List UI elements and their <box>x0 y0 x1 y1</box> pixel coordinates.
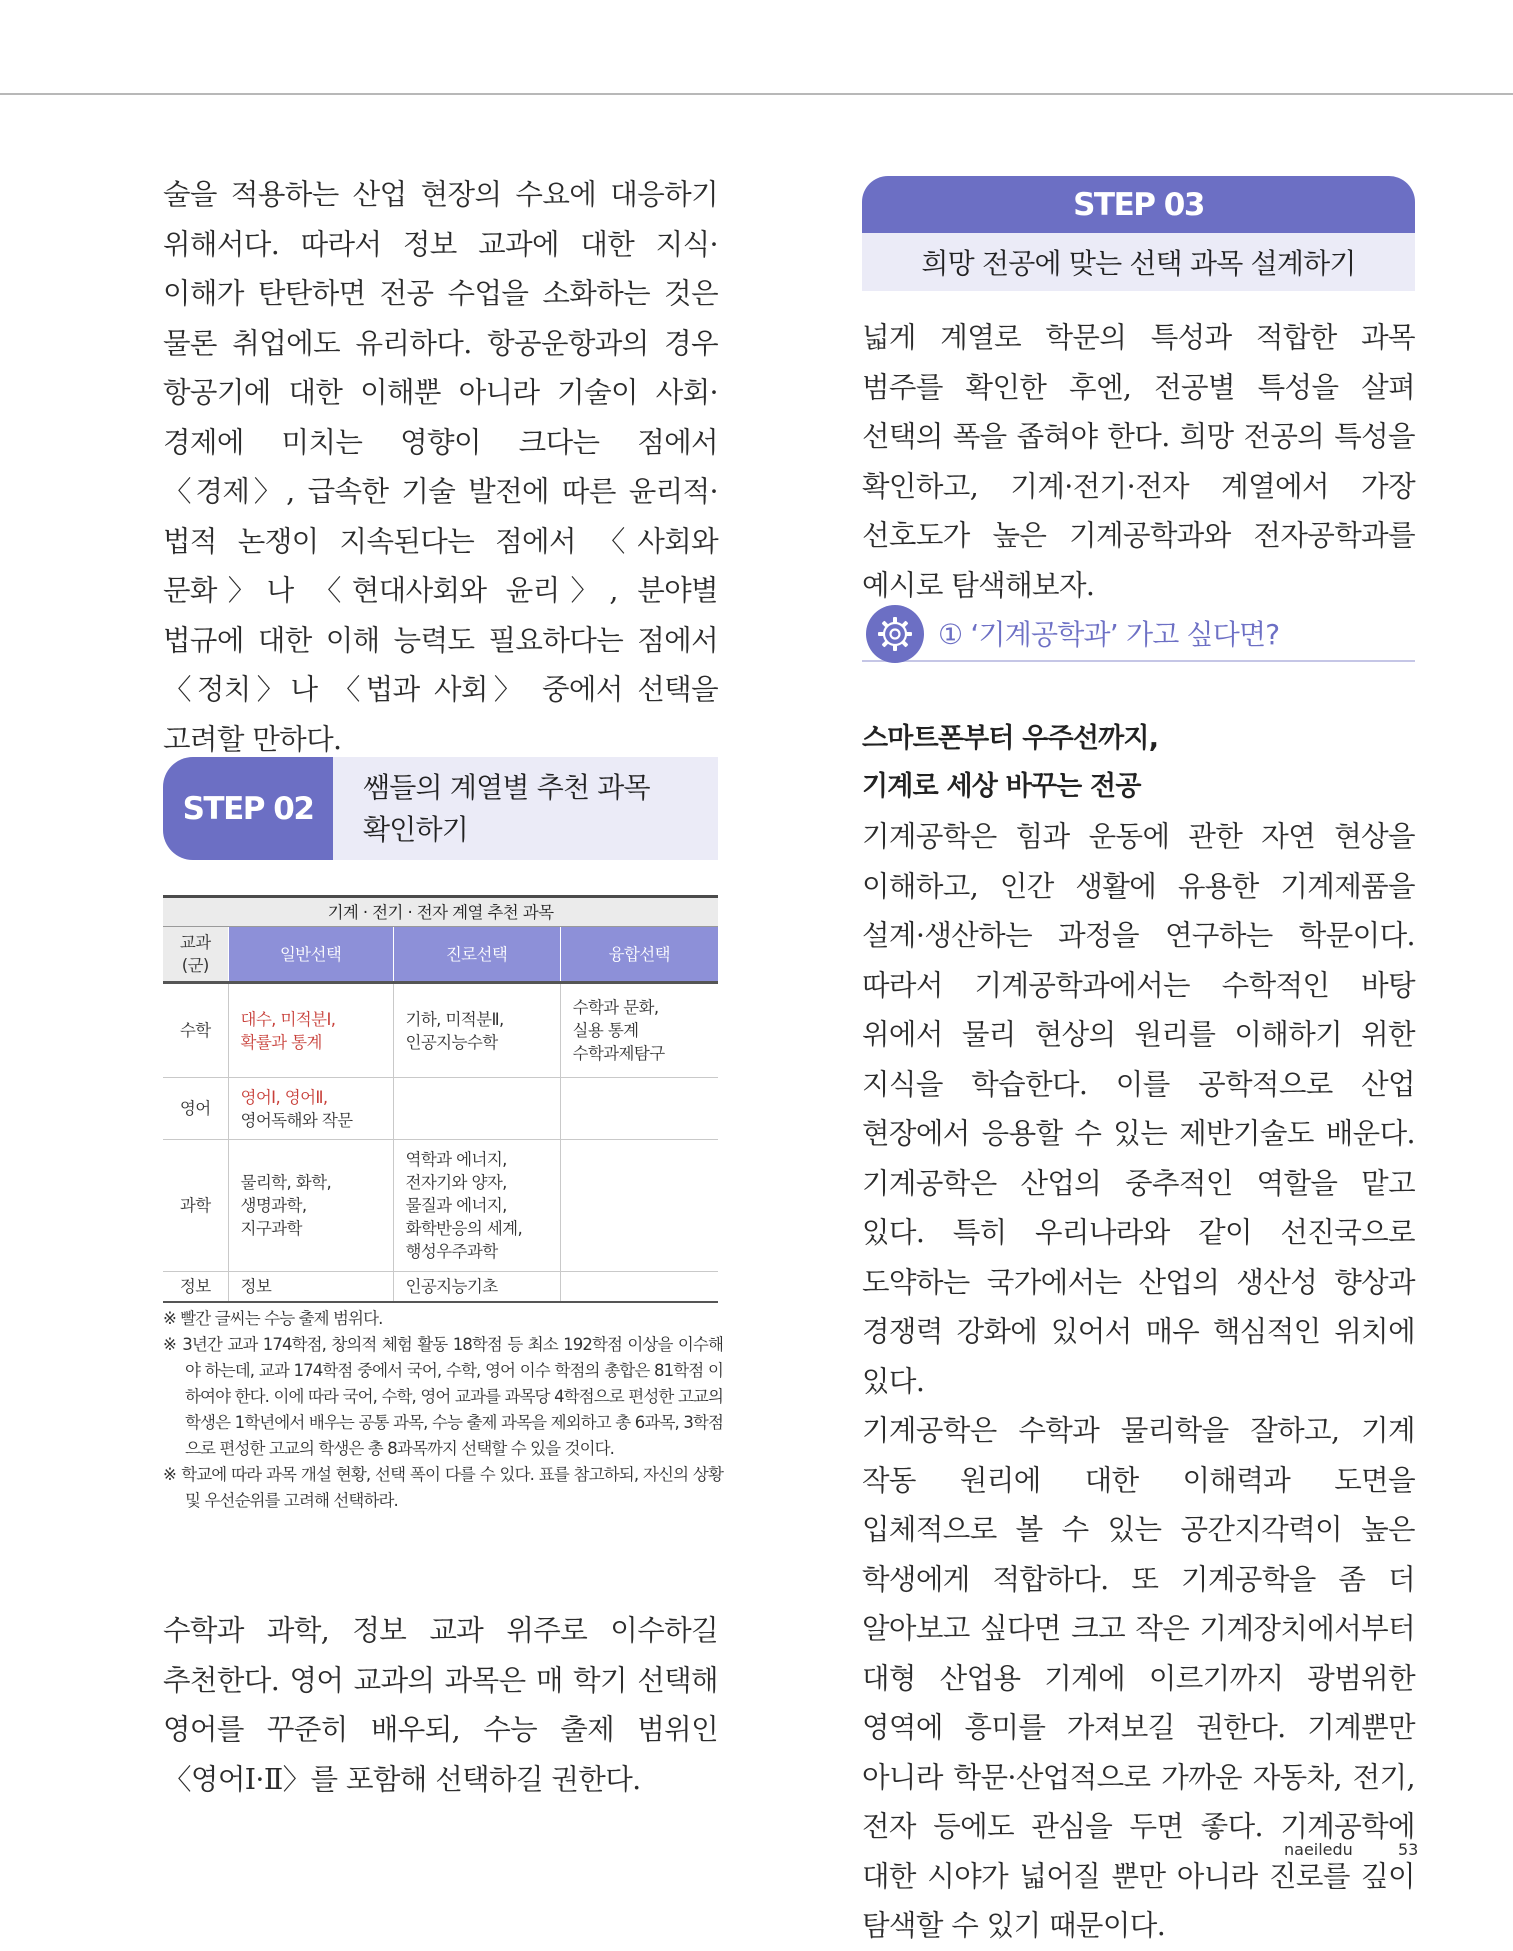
header-subject-line2: (군) <box>181 956 209 975</box>
step03-badge: STEP 03 <box>862 176 1415 233</box>
step03-title: 희망 전공에 맞는 선택 과목 설계하기 <box>862 233 1415 291</box>
cell-career <box>393 983 560 1078</box>
cell-line: 영어독해와 작문 <box>240 1110 353 1130</box>
table-row-info <box>163 1272 718 1302</box>
left-intro-paragraph: 술을 적용하는 산업 현장의 수요에 대응하기 위해서다. 따라서 정보 교과에 대한 지식·이해가 탄탄하면 전공 수업을 소화하는 것은 물론 취업에도 유리하다. 항공운항과의 경우 항공기에 대한 이해뿐 아니라 기술이 사회·경제에 미치는 영향이 크다는 점에서 〈경제〉, 급속한 기술 발전에 따른 윤리적·법적 논쟁이 지속된다는 점에서 〈사회와 문화〉나 〈현대사회와 윤리〉, 분야별 법규에 대한 이해 능력도 필요하다는 점에서 〈정치〉나 〈법과 사회〉 중에서 선택을 고려할 만하다. <box>163 178 718 756</box>
cell-line: 대수, 미적분Ⅰ, <box>240 1009 336 1029</box>
section-label: ① ‘기계공학과’ 가고 싶다면? <box>938 618 1280 651</box>
page-number: 53 <box>1398 1840 1419 1859</box>
cell-fusion <box>560 1272 718 1302</box>
cell-line: 정보 <box>240 1276 272 1296</box>
cell-line: 확률과 통계 <box>240 1032 322 1052</box>
cell-career <box>393 1140 560 1272</box>
footer-brand: naeiledu <box>1284 1840 1353 1859</box>
header-subject <box>163 927 228 983</box>
table-row-math <box>163 983 718 1078</box>
recommended-subjects-table <box>163 895 718 1303</box>
header-general: 일반선택 <box>228 927 393 983</box>
cell-line: 전자기와 양자, <box>405 1173 507 1192</box>
cell-line: 생명과학, <box>240 1196 307 1215</box>
row-subject: 과학 <box>163 1140 228 1272</box>
cell-career <box>393 1272 560 1302</box>
sub-heading-line1: 스마트폰부터 우주선까지, <box>862 723 1159 754</box>
header-career: 진로선택 <box>393 927 560 983</box>
cell-general <box>228 983 393 1078</box>
body-paragraph-2: 기계공학은 수학과 물리학을 잘하고, 기계 작동 원리에 대한 이해력과 도면을 입체적으로 볼 수 있는 공간지각력이 높은 학생에게 적합하다. 또 기계공학을 좀 더 알아보고 싶다면 크고 작은 기계장치에서부터 대형 산업용 기계에 이르기까지 광범위한 영역에 흥미를 가져보길 권한다. 기계뿐만 아니라 학문·산업적으로 가까운 자동차, 전기, 전자 등에도 관심을 두면 좋다. 기계공학에 대한 시야가 넓어질 뿐만 아니라 진로를 깊이 탐색할 수 있기 때문이다. <box>862 1414 1415 1942</box>
cell-line: 물리학, 화학, <box>240 1173 332 1192</box>
sub-heading-line2: 기계로 세상 바꾸는 전공 <box>862 771 1141 802</box>
cell-line: 인공지능기초 <box>405 1276 498 1296</box>
cell-line: 역학과 에너지, <box>405 1150 507 1169</box>
note-item: ※ 빨간 글씨는 수능 출제 범위다. <box>163 1309 383 1328</box>
cell-career <box>393 1078 560 1140</box>
top-divider <box>0 93 1513 95</box>
table-row-english <box>163 1078 718 1140</box>
cell-line: 수학과 문화, <box>572 998 659 1017</box>
table-header-row <box>163 927 718 983</box>
step02-banner <box>163 757 718 860</box>
cell-fusion <box>560 1078 718 1140</box>
cell-line: 영어Ⅰ, 영어Ⅱ, <box>240 1087 328 1107</box>
gear-icon <box>866 605 924 663</box>
cell-general <box>228 1140 393 1272</box>
cell-line: 수학과제탐구 <box>572 1044 665 1063</box>
row-subject: 수학 <box>163 983 228 1078</box>
row-subject: 정보 <box>163 1272 228 1302</box>
cell-line: 지구과학 <box>240 1219 302 1238</box>
table-row-science <box>163 1140 718 1272</box>
cell-line: 화학반응의 세계, <box>405 1219 523 1238</box>
step03-banner <box>862 176 1415 291</box>
cell-fusion <box>560 1140 718 1272</box>
step02-title <box>363 767 703 851</box>
right-intro-paragraph: 넓게 계열로 학문의 특성과 적합한 과목 범주를 확인한 후엔, 전공별 특성을 살펴 선택의 폭을 좁혀야 한다. 희망 전공의 특성을 확인하고, 기계·전기·전자 계열에서 가장 선호도가 높은 기계공학과와 전자공학과를 예시로 탐색해보자. <box>862 321 1415 602</box>
note-item: ※ 학교에 따라 과목 개설 현황, 선택 폭이 다를 수 있다. 표를 참고하되, 자신의 상황 및 우선순위를 고려해 선택하라. <box>163 1465 723 1510</box>
section-heading <box>862 605 1415 662</box>
table-caption: 기계 · 전기 · 전자 계열 추천 과목 <box>163 897 718 927</box>
table-notes <box>163 1306 723 1514</box>
step02-title-line2: 확인하기 <box>363 813 468 846</box>
row-subject: 영어 <box>163 1078 228 1140</box>
sub-heading <box>862 715 1415 811</box>
cell-fusion <box>560 983 718 1078</box>
header-fusion: 융합선택 <box>560 927 718 983</box>
body-paragraph-1: 기계공학은 힘과 운동에 관한 자연 현상을 이해하고, 인간 생활에 유용한 기계제품을 설계·생산하는 과정을 연구하는 학문이다. 따라서 기계공학과에서는 수학적인 바탕 위에서 물리 현상의 원리를 이해하기 위한 지식을 학습한다. 이를 공학적으로 산업 현장에서 응용할 수 있는 제반기술도 배운다. 기계공학은 산업의 중추적인 역할을 맡고 있다. 특히 우리나라와 같이 선진국으로 도약하는 국가에서는 산업의 생산성 향상과 경쟁력 강화에 있어서 매우 핵심적인 위치에 있다. <box>862 820 1415 1398</box>
cell-line: 실용 통계 <box>572 1021 639 1040</box>
note-item: ※ 3년간 교과 174학점, 창의적 체험 활동 18학점 등 최소 192학점 이상을 이수해야 하는데, 교과 174학점 중에서 국어, 수학, 영어 이수 학점의 총합은 81학점 이하여야 한다. 이에 따라 국어, 수학, 영어 교과를 과목당 4학점으로 편성한 고교의 학생은 1학년에서 배우는 공통 과목, 수능 출제 과목을 제외하고 총 6과목, 3학점으로 편성한 고교의 학생은 총 8과목까지 선택할 수 있을 것이다. <box>163 1335 723 1458</box>
cell-general <box>228 1272 393 1302</box>
cell-line: 기하, 미적분Ⅱ, <box>405 1009 504 1029</box>
cell-line: 행성우주과학 <box>405 1242 498 1261</box>
cell-line: 물질과 에너지, <box>405 1196 507 1215</box>
left-closing-paragraph: 수학과 과학, 정보 교과 위주로 이수하길 추천한다. 영어 교과의 과목은 매 학기 선택해 영어를 꾸준히 배우되, 수능 출제 범위인 〈영어Ⅰ·Ⅱ〉를 포함해 선택하길 권한다. <box>163 1614 718 1796</box>
cell-general <box>228 1078 393 1140</box>
right-body <box>862 812 1415 1951</box>
header-subject-line1: 교과 <box>179 933 211 952</box>
step02-badge: STEP 02 <box>163 757 333 860</box>
cell-line: 인공지능수학 <box>405 1032 498 1052</box>
step02-title-line1: 쌤들의 계열별 추천 과목 <box>363 771 650 804</box>
